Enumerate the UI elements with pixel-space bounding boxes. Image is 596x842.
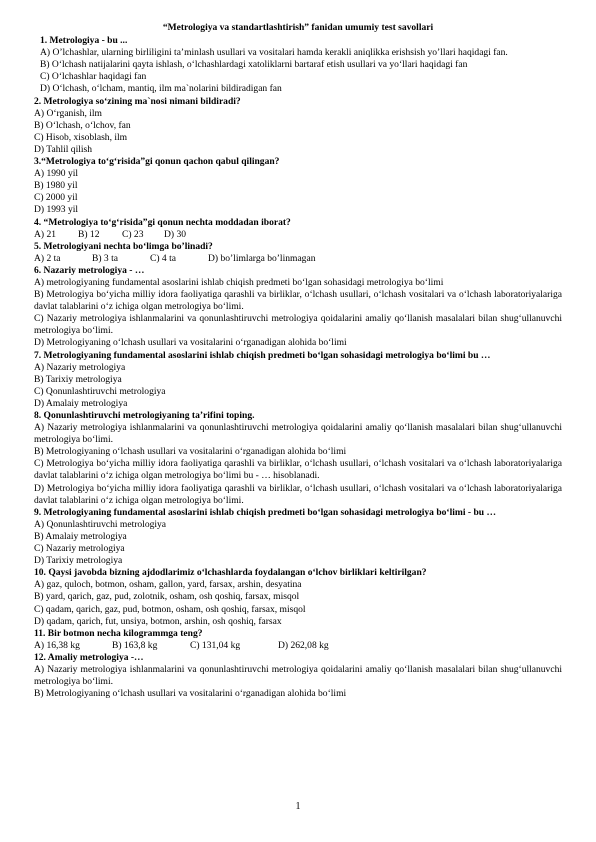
q7-option-d: D) Amalaiy metrologiya [34, 397, 128, 409]
q3-option-b: B) 1980 yil [34, 180, 78, 192]
q9-option-c: C) Nazariy metrologiya [34, 543, 125, 555]
question-11: 11. Bir botmon necha kilogrammga teng? [34, 627, 203, 639]
question-2: 2. Metrologiya so‘zining ma`nosi nimani bildiradi? [34, 95, 241, 107]
q6-option-c: C) Nazariy metrologiya ishlanmalarini va qonunlashtiruvchi metrologiya qoidalarini amaliy qo‘llanish masalalari bilan shug‘ullanuvchi metrologiya bo‘limi. [34, 313, 562, 337]
page-number: 1 [295, 801, 301, 812]
q7-option-c: C) Qonunlashtiruvchi metrologiya [34, 385, 166, 397]
document-title: “Metrologiya va standartlashtirish” fanidan umumiy test savollari [162, 22, 434, 33]
q9-option-b: B) Amalaiy metrologiya [34, 530, 127, 542]
question-7: 7. Metrologiyaning fundamental asoslarini ishlab chiqish predmeti bo‘lgan sohasidagi metrologiya bo‘limi bu … [34, 349, 491, 361]
q11-options-row [34, 640, 562, 652]
q8-option-b: B) Metrologiyaning o‘lchash usullari va vositalarini o‘rganadigan alohida bo‘limi [34, 446, 347, 458]
question-8: 8. Qonunlashtiruvchi metrologiyaning ta’rifini toping. [34, 410, 255, 421]
q5-option-c: C) 4 ta [150, 252, 176, 264]
question-9: 9. Metrologiyaning fundamental asoslarini ishlab chiqish predmeti bo‘lgan sohasidagi metrologiya bo‘limi - bu … [34, 506, 497, 518]
q11-option-d: D) 262,08 kg [278, 639, 329, 651]
q8-option-a: A) Nazariy metrologiya ishlanmalarini va qonunlashtiruvchi metrologiya qoidalarini amaliy qo‘llanish masalalari bilan shug‘ullanuvchi metrologiya bo‘limi. [34, 422, 562, 446]
question-5: 5. Metrologiyani nechta bo‘limga bo’linadi? [34, 240, 213, 252]
question-4: 4. “Metrologiya to‘g‘risida”gi qonun nechta moddadan iborat? [34, 216, 291, 228]
q5-option-b: B) 3 ta [92, 252, 118, 264]
q5-option-a: A) 2 ta [34, 252, 61, 264]
q4-options-row [34, 229, 562, 241]
q2-option-b: B) O‘lchash, o‘lchov, fan [34, 119, 131, 131]
q11-option-b: B) 163,8 kg [112, 639, 158, 651]
q4-option-b: B) 12 [78, 228, 100, 240]
q12-option-b: B) Metrologiyaning o‘lchash usullari va vositalarini o‘rganadigan alohida bo‘limi [34, 688, 347, 700]
q2-option-c: C) Hisob, xisoblash, ilm [34, 131, 128, 143]
q2-option-d: D) Tahlil qilish [34, 143, 93, 155]
q8-option-d: D) Metrologiya bo‘yicha milliy idora faoliyatiga qarashli va birliklar, o‘lchash usullari, o‘lchash vositalari va o‘lchash laboratoriyalariga davlat talablarini o‘z ichiga olgan metrologiya bo‘limi. [34, 482, 562, 506]
question-12: 12. Amaliy metrologiya -… [34, 651, 144, 663]
q10-option-a: A) gaz, quloch, botmon, osham, gallon, yard, farsax, arshin, desyatina [34, 579, 302, 591]
question-1: 1. Metrologiya - bu ... [40, 35, 128, 47]
q6-option-d: D) Metrologiyaning o‘lchash usullari va vositalarini o‘rganadigan alohida bo‘limi [34, 337, 347, 349]
q9-option-a: A) Qonunlashtiruvchi metrologiya [34, 518, 167, 530]
q10-option-b: B) yard, qarich, gaz, pud, zolotnik, osham, osh qoshiq, farsax, misqol [34, 591, 300, 603]
q12-option-a: A) Nazariy metrologiya ishlanmalarini va qonunlashtiruvchi metrologiya qoidalarini amaliy qo‘llanish masalalari bilan shug‘ullanuvchi metrologiya bo‘limi. [34, 663, 562, 688]
q5-option-d: D) bo’limlarga bo’linmagan [208, 252, 316, 264]
q1-option-b: B) O‘lchash natijalarini qayta ishlash, o‘lchashlardagi xatoliklarni bartaraf etish usullari va yo‘llari haqidagi fan [40, 59, 468, 71]
q4-option-a: A) 21 [34, 228, 57, 240]
question-3: 3.“Metrologiya to‘g‘risida”gi qonun qachon qabul qilingan? [34, 156, 280, 168]
q7-option-a: A) Nazariy metrologiya [34, 361, 126, 373]
q3-option-c: C) 2000 yil [34, 192, 78, 204]
q11-option-a: A) 16,38 kg [34, 639, 80, 651]
q4-option-d: D) 30 [164, 228, 187, 240]
question-10: 10. Qaysi javobda bizning ajdodlarimiz o‘lchashlarda foydalangan o‘lchov birliklari keltirilgan? [34, 567, 427, 579]
q6-option-b: B) Metrologiya bo‘yicha milliy idora faoliyatiga qarashli va birliklar, o‘lchash usullari, o‘lchash vositalari va o‘lchash laboratoriyalariga davlat talablarini o‘z ichiga olgan metrologiya bo‘limi. [34, 289, 562, 313]
q10-option-d: D) qadam, qarich, fut, unsiya, botmon, arshin, osh qoshiq, farsax [34, 615, 282, 627]
q1-option-d: D) O‘lchash, o‘lcham, mantiq, ilm ma`nolarini bildiradigan fan [40, 83, 282, 95]
q3-option-d: D) 1993 yil [34, 204, 79, 216]
question-6: 6. Nazariy metrologiya - … [34, 264, 145, 276]
q1-option-c: C) O‘lchashlar haqidagi fan [40, 71, 147, 83]
q7-option-b: B) Tarixiy metrologiya [34, 373, 122, 385]
q6-option-a: A) metrologiyaning fundamental asoslarini ishlab chiqish predmeti bo‘lgan sohasidagi metrologiya bo‘limi [34, 276, 444, 288]
q11-option-c: C) 131,04 kg [190, 639, 241, 651]
q8-option-c: C) Metrologiya bo‘yicha milliy idora faoliyatiga qarashli va birliklar, o‘lchash usullari, o‘lchash vositalari va o‘lchash laboratoriyalariga davlat talablarini o‘z ichiga olgan metrologiya bo‘limi bu - … hisoblanadi. [34, 458, 562, 482]
q5-options-row [34, 253, 562, 265]
q3-option-a: A) 1990 yil [34, 168, 79, 180]
document-page [34, 22, 562, 700]
q9-option-d: D) Tarixiy metrologiya [34, 555, 123, 567]
q1-option-a: A) O’lchashlar, ularning birliligini ta’minlash usullari va vositalari hamda kerakli aniqlikka erishsish yo’llari haqidagi fan. [40, 47, 508, 59]
q2-option-a: A) O‘rganish, ilm [34, 107, 102, 119]
q10-option-c: C) qadam, qarich, gaz, pud, botmon, osham, osh qoshiq, farsax, misqol [34, 603, 306, 615]
q4-option-c: C) 23 [122, 228, 144, 240]
